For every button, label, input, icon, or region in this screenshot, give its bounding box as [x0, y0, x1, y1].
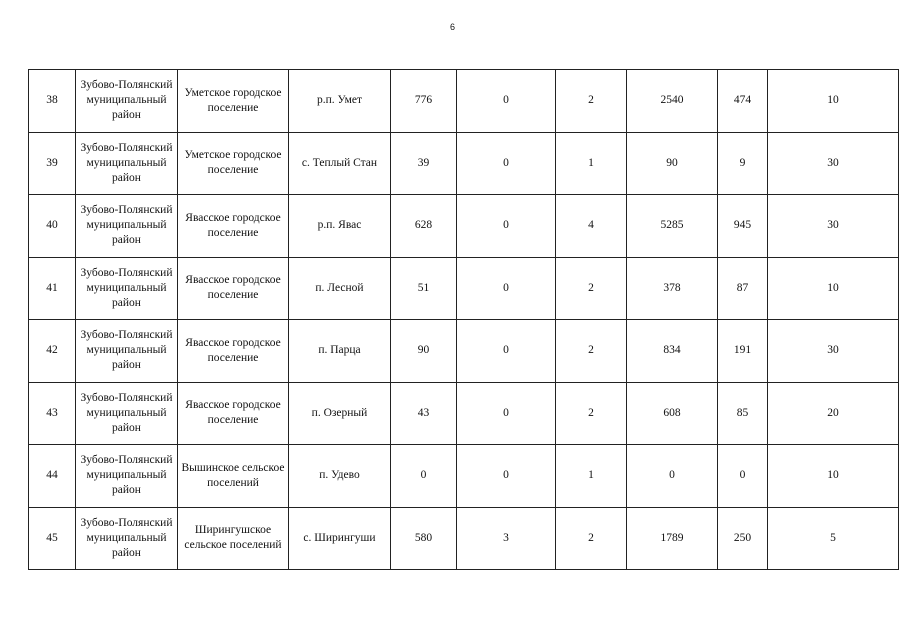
- value-cell-5: 474: [718, 70, 768, 133]
- value-cell-4: 90: [627, 132, 718, 195]
- value-cell-6: 10: [768, 257, 899, 320]
- value-cell-6: 5: [768, 507, 899, 570]
- table-row: [29, 195, 899, 258]
- district-cell: Зубово-Полянский муниципальный район: [76, 132, 178, 195]
- value-cell-4: 0: [627, 445, 718, 508]
- settlement-cell: Явасское городское поселение: [178, 257, 289, 320]
- value-cell-3: 1: [556, 445, 627, 508]
- value-cell-3: 2: [556, 382, 627, 445]
- row-number: 43: [29, 382, 76, 445]
- table-row: [29, 257, 899, 320]
- value-cell-3: 2: [556, 257, 627, 320]
- value-cell-1: 39: [391, 132, 457, 195]
- table-row: [29, 382, 899, 445]
- value-cell-1: 628: [391, 195, 457, 258]
- settlement-cell: Явасское городское поселение: [178, 320, 289, 383]
- row-number: 40: [29, 195, 76, 258]
- value-cell-3: 2: [556, 507, 627, 570]
- value-cell-6: 20: [768, 382, 899, 445]
- locality-cell: р.п. Умет: [289, 70, 391, 133]
- value-cell-6: 10: [768, 70, 899, 133]
- district-cell: Зубово-Полянский муниципальный район: [76, 507, 178, 570]
- value-cell-1: 43: [391, 382, 457, 445]
- locality-cell: п. Парца: [289, 320, 391, 383]
- value-cell-2: 0: [457, 257, 556, 320]
- value-cell-2: 0: [457, 70, 556, 133]
- value-cell-3: 2: [556, 320, 627, 383]
- settlement-cell: Ширингушское сельское поселений: [178, 507, 289, 570]
- district-cell: Зубово-Полянский муниципальный район: [76, 70, 178, 133]
- value-cell-5: 945: [718, 195, 768, 258]
- value-cell-5: 250: [718, 507, 768, 570]
- settlement-cell: Вышинское сельское поселений: [178, 445, 289, 508]
- value-cell-2: 0: [457, 132, 556, 195]
- value-cell-5: 9: [718, 132, 768, 195]
- value-cell-1: 776: [391, 70, 457, 133]
- locality-cell: п. Озерный: [289, 382, 391, 445]
- district-cell: Зубово-Полянский муниципальный район: [76, 195, 178, 258]
- district-cell: Зубово-Полянский муниципальный район: [76, 320, 178, 383]
- value-cell-5: 85: [718, 382, 768, 445]
- value-cell-1: 51: [391, 257, 457, 320]
- locality-cell: с. Теплый Стан: [289, 132, 391, 195]
- row-number: 39: [29, 132, 76, 195]
- value-cell-6: 30: [768, 132, 899, 195]
- value-cell-3: 1: [556, 132, 627, 195]
- table-row: [29, 445, 899, 508]
- value-cell-2: 0: [457, 195, 556, 258]
- locality-cell: р.п. Явас: [289, 195, 391, 258]
- value-cell-2: 3: [457, 507, 556, 570]
- page-number: 6: [449, 22, 455, 32]
- data-table: [28, 69, 899, 570]
- value-cell-1: 580: [391, 507, 457, 570]
- row-number: 38: [29, 70, 76, 133]
- value-cell-6: 30: [768, 320, 899, 383]
- value-cell-2: 0: [457, 382, 556, 445]
- locality-cell: п. Лесной: [289, 257, 391, 320]
- value-cell-5: 191: [718, 320, 768, 383]
- row-number: 41: [29, 257, 76, 320]
- district-cell: Зубово-Полянский муниципальный район: [76, 257, 178, 320]
- value-cell-5: 87: [718, 257, 768, 320]
- table-row: [29, 507, 899, 570]
- row-number: 45: [29, 507, 76, 570]
- value-cell-4: 608: [627, 382, 718, 445]
- settlement-cell: Уметское городское поселение: [178, 70, 289, 133]
- settlement-cell: Явасское городское поселение: [178, 195, 289, 258]
- value-cell-4: 378: [627, 257, 718, 320]
- table-body: [29, 70, 899, 570]
- row-number: 44: [29, 445, 76, 508]
- value-cell-5: 0: [718, 445, 768, 508]
- value-cell-4: 2540: [627, 70, 718, 133]
- row-number: 42: [29, 320, 76, 383]
- table-row: [29, 132, 899, 195]
- locality-cell: п. Удево: [289, 445, 391, 508]
- value-cell-1: 0: [391, 445, 457, 508]
- settlement-cell: Уметское городское поселение: [178, 132, 289, 195]
- locality-cell: с. Ширингуши: [289, 507, 391, 570]
- value-cell-2: 0: [457, 445, 556, 508]
- value-cell-3: 4: [556, 195, 627, 258]
- value-cell-4: 5285: [627, 195, 718, 258]
- settlement-cell: Явасское городское поселение: [178, 382, 289, 445]
- table-row: [29, 70, 899, 133]
- value-cell-6: 30: [768, 195, 899, 258]
- value-cell-6: 10: [768, 445, 899, 508]
- value-cell-4: 834: [627, 320, 718, 383]
- value-cell-1: 90: [391, 320, 457, 383]
- value-cell-4: 1789: [627, 507, 718, 570]
- value-cell-3: 2: [556, 70, 627, 133]
- district-cell: Зубово-Полянский муниципальный район: [76, 445, 178, 508]
- district-cell: Зубово-Полянский муниципальный район: [76, 382, 178, 445]
- value-cell-2: 0: [457, 320, 556, 383]
- table-row: [29, 320, 899, 383]
